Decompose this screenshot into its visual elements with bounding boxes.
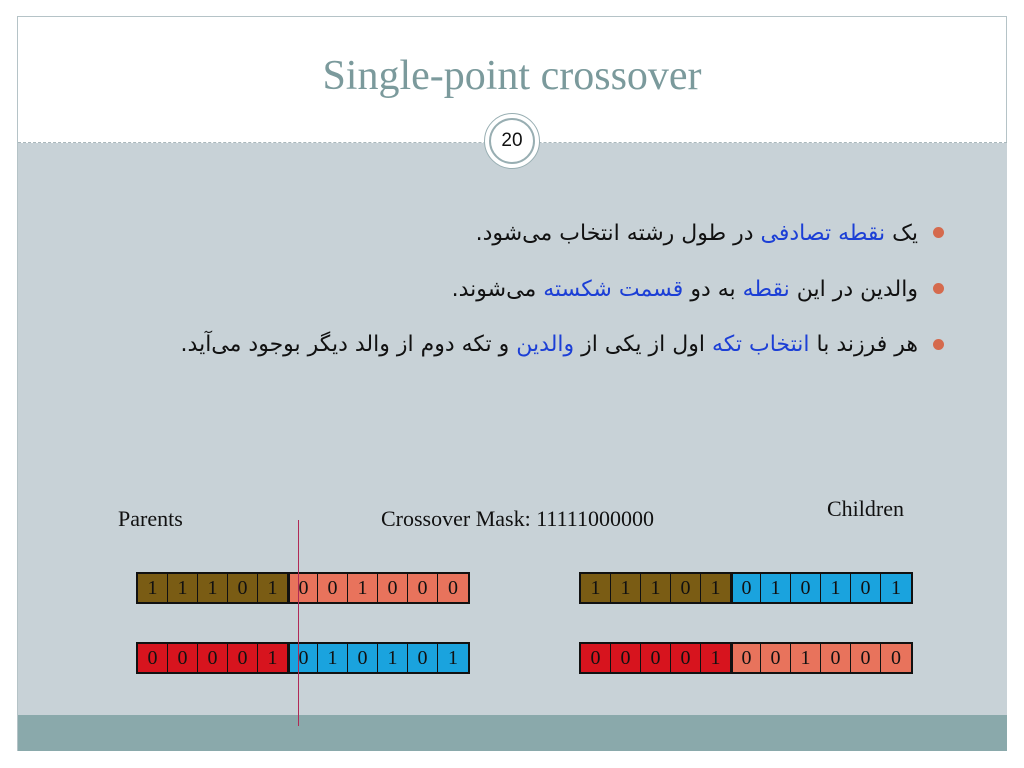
gene-cell: 1	[168, 574, 198, 602]
gene-cell: 0	[378, 574, 408, 602]
bullet-list	[60, 210, 950, 376]
gene-cell: 1	[701, 574, 731, 602]
child1-chromosome	[579, 572, 913, 604]
gene-cell: 0	[438, 574, 468, 602]
bullet-segment: یک	[885, 221, 918, 246]
bullet-segment: والدین در این	[789, 277, 918, 302]
bullet-icon	[933, 283, 944, 294]
highlighted-term: نقطه	[742, 277, 790, 302]
gene-cell: 1	[581, 574, 611, 602]
gene-cell: 0	[288, 644, 318, 672]
highlighted-term: قسمت شکسته	[543, 277, 684, 302]
bullet-segment: می‌شوند.	[451, 277, 544, 302]
gene-cell: 1	[701, 644, 731, 672]
bullet-segment: به دو	[683, 277, 743, 302]
bullet-item-1	[60, 210, 950, 258]
gene-cell: 0	[168, 644, 198, 672]
gene-cell: 0	[228, 644, 258, 672]
bullet-segment: و تکه دوم از والد دیگر بوجود می‌آید.	[180, 332, 517, 357]
gene-cell: 0	[318, 574, 348, 602]
gene-cell: 1	[438, 644, 468, 672]
highlighted-term: انتخاب تکه	[711, 332, 810, 357]
gene-cell: 0	[288, 574, 318, 602]
gene-cell: 1	[881, 574, 911, 602]
bullet-text	[181, 332, 918, 357]
gene-cell: 0	[611, 644, 641, 672]
bullet-text	[476, 221, 918, 246]
slide-title: Single-point crossover	[322, 53, 702, 99]
gene-cell: 0	[408, 644, 438, 672]
gene-cell: 0	[641, 644, 671, 672]
bullet-icon	[933, 227, 944, 238]
bullet-segment: اول از یکی از	[574, 332, 712, 357]
gene-cell: 0	[881, 644, 911, 672]
gene-cell: 1	[791, 644, 821, 672]
gene-cell: 0	[731, 574, 761, 602]
gene-cell: 0	[348, 644, 378, 672]
gene-cell: 1	[641, 574, 671, 602]
parent2-chromosome	[136, 642, 470, 674]
gene-cell: 1	[198, 574, 228, 602]
footer-bar	[18, 715, 1007, 751]
gene-cell: 0	[198, 644, 228, 672]
gene-cell: 0	[228, 574, 258, 602]
gene-cell: 0	[671, 644, 701, 672]
parents-label: Parents	[118, 506, 183, 531]
bullet-segment: در طول رشته انتخاب می‌شود.	[475, 221, 761, 246]
bullet-item-2	[60, 266, 950, 314]
gene-cell: 1	[821, 574, 851, 602]
bullet-segment: هر فرزند با	[809, 332, 918, 357]
page-number-badge	[484, 113, 540, 169]
gene-cell: 0	[671, 574, 701, 602]
gene-cell: 0	[761, 644, 791, 672]
gene-cell: 0	[821, 644, 851, 672]
gene-cell: 0	[851, 644, 881, 672]
bullet-item-3	[60, 322, 950, 368]
gene-cell: 0	[851, 574, 881, 602]
child2-chromosome	[579, 642, 913, 674]
page-number: 20	[489, 118, 535, 164]
gene-cell: 1	[348, 574, 378, 602]
highlighted-term: نقطه تصادفی	[760, 221, 886, 246]
parent1-chromosome	[136, 572, 470, 604]
gene-cell: 1	[258, 574, 288, 602]
gene-cell: 1	[138, 574, 168, 602]
gene-cell: 1	[611, 574, 641, 602]
bullet-icon	[933, 339, 944, 350]
gene-cell: 0	[408, 574, 438, 602]
gene-cell: 1	[258, 644, 288, 672]
bullet-text	[452, 277, 918, 302]
highlighted-term: والدین	[516, 332, 575, 357]
gene-cell: 0	[581, 644, 611, 672]
gene-cell: 0	[731, 644, 761, 672]
children-label: Children	[827, 496, 904, 521]
crossover-point-line	[298, 520, 299, 726]
gene-cell: 1	[378, 644, 408, 672]
gene-cell: 1	[761, 574, 791, 602]
crossover-mask-label: Crossover Mask: 11111000000	[381, 506, 654, 531]
gene-cell: 1	[318, 644, 348, 672]
gene-cell: 0	[791, 574, 821, 602]
gene-cell: 0	[138, 644, 168, 672]
